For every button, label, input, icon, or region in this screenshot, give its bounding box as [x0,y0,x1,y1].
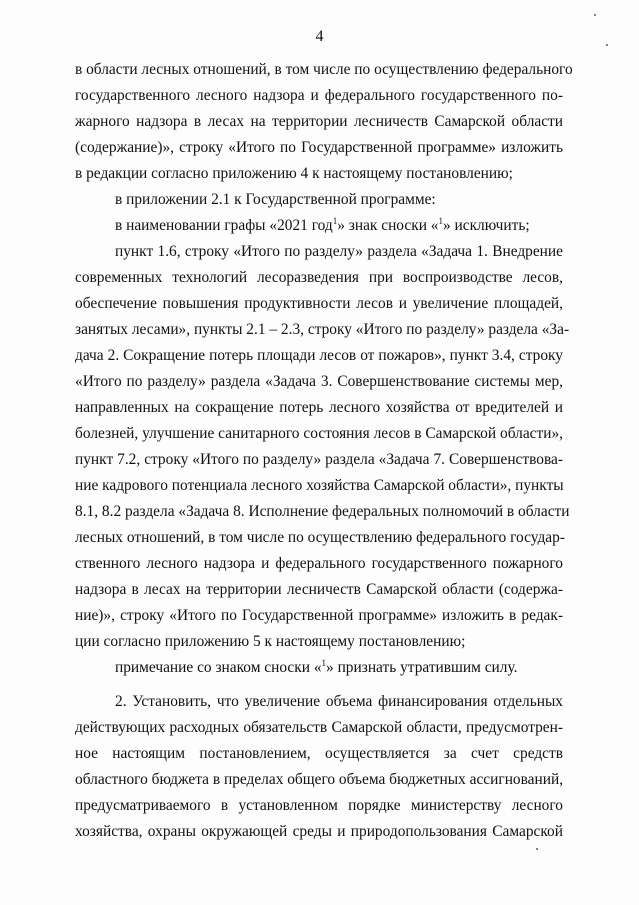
text-line: современных технологий лесоразведения при воспроизводстве лесов, [75,269,563,286]
text-line: в редакции согласно приложению 4 к настоящему постановлению; [75,165,513,182]
text-line: примечание со знаком сноски «$^1$» признать утратившим силу. [115,658,518,676]
text-line: областного бюджета в пределах общего объема бюджетных ассигнований, [75,771,564,788]
text-line: направленных на сокращение потерь лесного хозяйства от вредителей и [75,399,563,416]
text-line: надзора в лесах на территории лесничеств Самарской области (содержа- [75,581,563,598]
text-line: действующих расходных обязательств Самарской области, предусмотрен- [75,719,563,736]
text-line: пункт 1.6, строку «Итого по разделу» раздела «Задача 1. Внедрение [115,243,563,260]
document-body [75,57,573,845]
text-line: 2. Установить, что увеличение объема финансирования отдельных [115,693,563,710]
text-line: дача 2. Сокращение потерь площади лесов от пожаров», пункт 3.4, строку [75,347,563,364]
page-number: 4 [315,28,324,45]
text-line: (содержание)», строку «Итого по Государственной программе» изложить [75,139,563,156]
text-line: лесных отношений, в том числе по осуществлению федерального государ- [75,529,565,546]
text-line: пункт 7.2, строку «Итого по разделу» раздела «Задача 7. Совершенствова- [75,451,563,468]
text-line: государственного лесного надзора и федерального государственного по- [75,87,563,104]
text-line: болезней, улучшение санитарного состояния лесов в Самарской области», [75,425,563,442]
text-line: хозяйства, охраны окружающей среды и природопользования Самарской [75,823,563,840]
text-line: «Итого по разделу» раздела «Задача 3. Совершенствование системы мер, [75,373,563,390]
scan-speck [536,848,538,850]
text-line: в наименовании графы «2021 год$^1$» знак сноски «$^1$» исключить; [115,216,530,234]
text-line: ственного лесного надзора и федерального государственного пожарного [75,555,563,572]
text-line: ние кадрового потенциала лесного хозяйства Самарской области», пункты [75,477,564,494]
text-line: 8.1, 8.2 раздела «Задача 8. Исполнение федеральных полномочий в области [75,503,570,520]
text-line: жарного надзора в лесах на территории лесничеств Самарской области [75,113,563,130]
text-line: занятых лесами», пункты 2.1 – 2.3, строку «Итого по разделу» раздела «За- [75,321,570,338]
text-line: ное настоящим постановлением, осуществляется за счет средств [75,745,563,762]
text-line: ции согласно приложению 5 к настоящему постановлению; [75,633,466,650]
text-line: в области лесных отношений, в том числе по осуществлению федерального [75,61,573,78]
text-line: в приложении 2.1 к Государственной программе: [115,191,436,208]
scan-speck [594,14,596,16]
text-line: предусматриваемого в установленном порядке министерству лесного [75,797,563,814]
text-line: ние)», строку «Итого по Государственной программе» изложить в редак- [75,607,563,624]
scan-speck [606,44,608,46]
text-line: обеспечение повышения продуктивности лесов и увеличение площадей, [75,295,563,312]
